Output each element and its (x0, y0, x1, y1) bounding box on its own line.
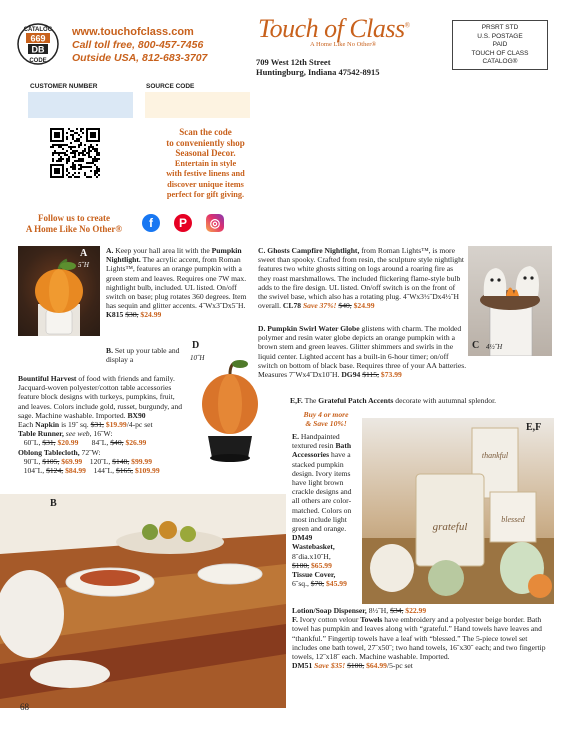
pinterest-icon[interactable]: P (174, 214, 192, 232)
scan-line-6: discover unique items (167, 179, 244, 189)
page-number: 68 (20, 702, 29, 712)
badge-bottom-text: CODE (29, 58, 47, 64)
logo-tagline: A Home Like No Other® (310, 41, 377, 48)
grateful-towel-text: grateful (432, 521, 468, 533)
label-b: B (50, 498, 57, 509)
source-code-field (145, 92, 250, 118)
address-line-1: 709 West 12th Street (256, 57, 331, 67)
website-link[interactable]: www.touchofclass.com (72, 26, 194, 38)
ghosts-campfire-nightlight-photo (468, 246, 552, 356)
follow-line-1: Follow us to create (37, 213, 111, 223)
postage-line-2: U.S. POSTAGE (477, 32, 523, 40)
toll-free-phone: Call toll free, 800-457-7456 (72, 39, 204, 51)
label-d-size: 10˝H (190, 354, 205, 362)
pumpkin-nightlight-photo (18, 246, 100, 336)
item-ef-intro: E,F. The Grateful Patch Accents decorate with autumnal splendor. (290, 396, 497, 405)
customer-number-field (28, 92, 133, 118)
source-code-label: SOURCE CODE (146, 83, 195, 90)
catalog-code-badge (16, 20, 60, 68)
address-line-2: Huntingburg, Indiana 47542-8915 (256, 67, 380, 77)
badge-number: 669 (30, 33, 46, 44)
label-d: D (192, 340, 200, 351)
item-e-copy: E. Handpainted textured resin Bath Accessories have a stacked pumpkin design. Ivory items have light brown crackle designs and all others are color-matched. Colors on most include light green and orange. DM49 Wastebasket, 8˝dia.x10˝H, $100, $65.99 Tissue Cover, 6˝sq., $70, $45.99 (292, 432, 352, 589)
postage-line-1: PRSRT STD (481, 24, 519, 31)
postage-indicia (452, 20, 548, 70)
grateful-bath-accessories-photo (362, 418, 554, 604)
bountiful-harvest-table-photo (0, 494, 286, 708)
mailing-address (256, 57, 380, 77)
badge-top-text: CATALOG (23, 27, 53, 33)
pumpkin-water-globe-photo (190, 340, 258, 466)
brand-logo (258, 14, 428, 48)
scan-line-7: perfect for gift giving. (166, 190, 245, 199)
instagram-icon[interactable]: ◎ (206, 214, 224, 232)
label-a-size: 5˝H (78, 261, 89, 269)
item-d-copy: D. Pumpkin Swirl Water Globe glistens with charm. The molded polymer and resin water globe depicts an orange pumpkin with a brown stem and green leaves. Glitter shimmers and swirls in the liquid center. Lighted accent has a built-in 6-hour timer; on/off switch on bottom of black base. Requires three of your AA batteries. Measures 7˝Wx4˝Dx10˝H. DG94 $115, $73.99 (258, 324, 467, 380)
facebook-icon[interactable]: f (142, 214, 160, 232)
blessed-towel-text: blessed (501, 515, 525, 524)
logo-name: Touch of Class (258, 14, 405, 43)
contact-block (72, 26, 242, 65)
scan-line-3: Seasonal Decor. (175, 148, 236, 158)
follow-line-2: A Home Like No Other® (25, 224, 123, 234)
item-c-copy: C. Ghosts Campfire Nightlight, from Roman Lights™, is more sweet than spooky. Crafted from resin, the sculpture style nightlight features two white ghosts sitting on logs around a roaring fire as they roast marshmallows. The included flickering flame-style bulb adds to the fire design. UL listed. On/off switch is on the front of the swivel base, which also has a rotating plug. 4˝Wx3½˝Dx4½˝H overall. CL78 Save 37%! $40, $24.99 (258, 246, 464, 311)
outside-usa-phone: Outside USA, 812-683-3707 (72, 52, 208, 64)
buy-4-promo: Buy 4 or more & Save 10%! (303, 410, 349, 429)
thankful-towel-text: thankful (481, 451, 509, 460)
label-a: A (80, 248, 88, 259)
badge-db: DB (31, 44, 45, 55)
customer-number-label: CUSTOMER NUMBER (30, 83, 98, 90)
item-b-copy: Bountiful Harvest of food with friends and family. Jacquard-woven polyester/cotton table accessories feature block designs with turkeys, pumpkins, fruit, and leaves. Colors include gold, russet, burgundy, and sage. Machine washable. Imported. BX90 Each Napkin is 19˝ sq. $31, $19.99/4-pc set Table Runner, see web, 16˝W: 60˝L, $31, $20.99 84˝L, $40, $26.99 Oblong Tablecloth, 72˝W: 90˝L, $105, $69.99 120˝L, $148, $99.99 104˝L, $124, $84.99 144˝L, $165, $109.99 (18, 374, 183, 476)
scan-line-4: Entertain in style (174, 158, 237, 168)
logo-reg: ® (404, 21, 410, 30)
scan-promo (148, 127, 263, 201)
scan-line-1: Scan the code (179, 127, 232, 137)
scan-line-5: with festive linens and (166, 169, 245, 178)
label-c-size: 4½˝H (486, 343, 503, 351)
label-ef: E,F (526, 422, 542, 433)
item-b-copy-intro: B. Set up your table and display a (106, 346, 180, 365)
follow-us (18, 213, 130, 235)
scan-line-2: to conveniently shop (166, 137, 245, 148)
qr-code[interactable] (50, 128, 100, 178)
item-lotion-f-copy: Lotion/Soap Dispenser, 8½˝H, $34, $22.99 F. Ivory cotton velour Towels have embroidery and a polyester beige border. Bath towel has pumpkin and leaves along with “grateful.” Hand towels have leaves and “thankful.” Fingertip towels have a leaf with “blessed.” The 5-piece towel set includes one bath towel, 27˝x50˝; two hand towels, 16˝x30˝ each; and two fingertip towels, 12˝x18˝ each. Machine washable. Imported. DM51 Save $35! $100, $64.99/5-pc set (292, 606, 546, 671)
label-c: C (472, 340, 480, 351)
postage-line-3: PAID (492, 41, 508, 48)
postage-line-4: TOUCH OF CLASS (471, 49, 529, 57)
item-a-copy: A. Keep your hall area lit with the Pumpkin Nightlight. The acrylic accent, from Roman Lights™, features an orange pumpkin with a green stem and leaves. Requires one 7W max. nightlight bulb, included. UL listed. On/off switch on base; plug rotates 360 degrees. Item has sequin and glitter accents. 4˝Wx3˝Dx5˝H. K815 $38, $24.99 (106, 246, 247, 320)
postage-line-5: CATALOG® (482, 58, 518, 65)
